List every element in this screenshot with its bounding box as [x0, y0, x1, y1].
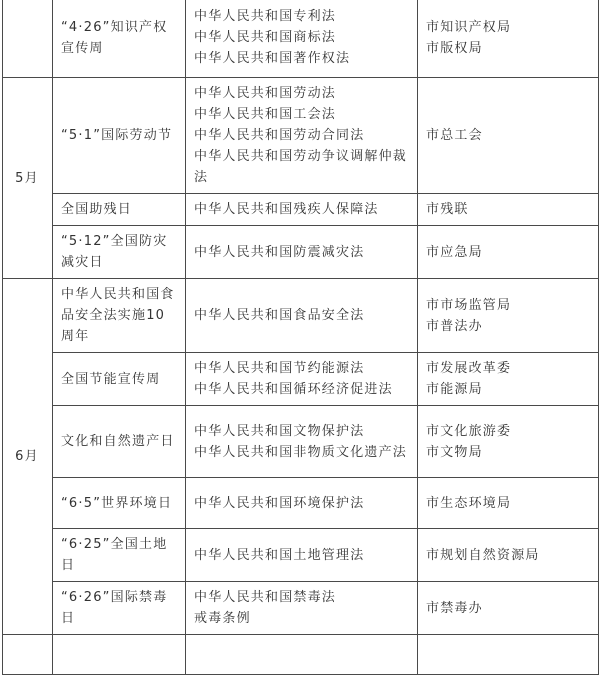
- month-cell: 6月: [3, 279, 53, 635]
- dept-cell: [418, 0, 599, 78]
- table-row: [3, 279, 599, 353]
- event-cell: “5·1”国际劳动节: [53, 78, 186, 194]
- event-cell: “6·25”全国土地日: [53, 529, 186, 582]
- event-cell: “4·26”知识产权宣传周: [53, 0, 186, 78]
- dept-item: 市文物局: [426, 444, 483, 460]
- table-row: [3, 406, 599, 478]
- law-cell: [186, 406, 418, 478]
- dept-item: 市残联: [426, 202, 469, 217]
- law-item: 戒毒条例: [194, 611, 251, 626]
- event-cell: “6·26”国际禁毒日: [53, 582, 186, 635]
- month-cell: 5月: [3, 78, 53, 279]
- dept-item: 市应急局: [426, 244, 483, 260]
- table-row: [3, 353, 599, 406]
- law-item: 中华人民共和国防震减灾法: [194, 244, 365, 260]
- law-item: 中华人民共和国工会法: [194, 107, 337, 122]
- schedule-table: [2, 0, 599, 675]
- dept-item: 市能源局: [426, 382, 483, 397]
- dept-item: 市版权局: [426, 40, 483, 56]
- law-item: 中华人民共和国禁毒法: [194, 590, 337, 605]
- dept-item: 市规划自然资源局: [426, 547, 540, 563]
- dept-cell: [418, 478, 599, 529]
- event-cell: “6·5”世界环境日: [53, 478, 186, 529]
- month-cell: [3, 0, 53, 78]
- law-cell: [186, 478, 418, 529]
- law-item: 中华人民共和国劳动合同法: [194, 128, 365, 143]
- law-cell: [186, 226, 418, 279]
- dept-cell: [418, 78, 599, 194]
- law-item: 中华人民共和国专利法: [194, 9, 337, 24]
- law-item: 中华人民共和国非物质文化遗产法: [194, 444, 408, 460]
- law-cell: [186, 353, 418, 406]
- dept-cell: [418, 529, 599, 582]
- event-cell: “5·12”全国防灾减灾日: [53, 226, 186, 279]
- law-item: 中华人民共和国劳动法: [194, 86, 337, 101]
- dept-cell: [418, 194, 599, 226]
- law-item: 中华人民共和国环境保护法: [194, 495, 365, 511]
- table-row-partial: [3, 635, 599, 675]
- dept-cell: [418, 353, 599, 406]
- dept-cell: [418, 406, 599, 478]
- dept-item: 市文化旅游委: [426, 423, 512, 439]
- law-item: 中华人民共和国食品安全法: [194, 308, 365, 323]
- dept-item: 市知识产权局: [426, 19, 512, 35]
- law-item: 中华人民共和国著作权法: [194, 51, 351, 66]
- table-row: [3, 226, 599, 279]
- table-row: [3, 582, 599, 635]
- law-item: 中华人民共和国节约能源法: [194, 361, 365, 376]
- event-cell: 全国助残日: [53, 194, 186, 226]
- month-cell: [3, 635, 53, 675]
- dept-item: 市市场监管局: [426, 297, 512, 313]
- dept-cell: [418, 582, 599, 635]
- event-cell: 文化和自然遗产日: [53, 406, 186, 478]
- law-cell: [186, 279, 418, 353]
- event-cell: 中华人民共和国食品安全法实施10周年: [53, 279, 186, 353]
- law-cell: [186, 194, 418, 226]
- law-cell: [186, 529, 418, 582]
- dept-item: 市禁毒办: [426, 600, 483, 616]
- dept-item: 市总工会: [426, 128, 483, 143]
- event-cell: [53, 635, 186, 675]
- law-cell: [186, 582, 418, 635]
- law-item: 中华人民共和国土地管理法: [194, 547, 365, 563]
- law-cell: [186, 635, 418, 675]
- dept-cell: [418, 226, 599, 279]
- law-cell: [186, 78, 418, 194]
- law-item: 中华人民共和国文物保护法: [194, 423, 365, 439]
- dept-cell: [418, 279, 599, 353]
- law-cell: [186, 0, 418, 78]
- dept-cell: [418, 635, 599, 675]
- table-row: [3, 78, 599, 194]
- table-row: [3, 194, 599, 226]
- law-item: 中华人民共和国商标法: [194, 30, 337, 45]
- table-row: [3, 478, 599, 529]
- event-cell: 全国节能宣传周: [53, 353, 186, 406]
- dept-item: 市发展改革委: [426, 361, 512, 376]
- table-row: [3, 529, 599, 582]
- table-row: [3, 0, 599, 78]
- law-item: 中华人民共和国残疾人保障法: [194, 202, 379, 217]
- law-item: 中华人民共和国劳动争议调解仲裁法: [194, 149, 408, 185]
- dept-item: 市生态环境局: [426, 495, 512, 511]
- dept-item: 市普法办: [426, 318, 483, 334]
- law-item: 中华人民共和国循环经济促进法: [194, 382, 393, 397]
